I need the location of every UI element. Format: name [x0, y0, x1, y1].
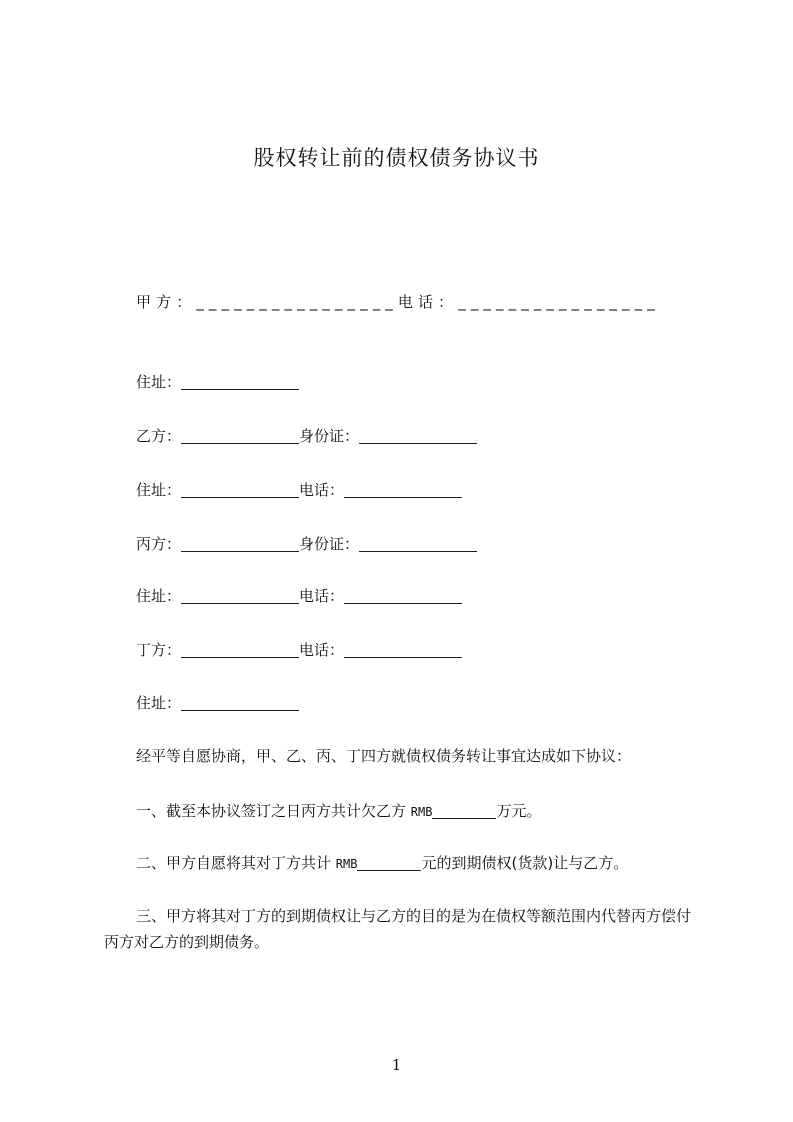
amount-blank[interactable]	[432, 803, 496, 819]
address-label: 住址：	[136, 481, 182, 499]
party-a-label: 甲方：	[136, 293, 197, 311]
currency-label: RMB	[335, 857, 358, 871]
clause-1-suffix: 万元。	[496, 802, 542, 820]
party-b-name-blank[interactable]	[181, 428, 299, 444]
party-b-id-blank[interactable]	[359, 428, 477, 444]
document-title: 股权转让前的债权债务协议书	[253, 146, 540, 170]
party-a-name-blank[interactable]: ________________	[196, 293, 398, 311]
party-b-label: 乙方：	[136, 427, 182, 445]
amount-blank[interactable]	[357, 855, 421, 871]
party-c-line	[136, 533, 477, 554]
party-b-line	[136, 425, 477, 446]
party-c-address-line	[136, 585, 462, 606]
party-a-phone-label: 电话：	[397, 293, 459, 311]
party-d-line	[136, 639, 462, 660]
clause-1	[136, 800, 542, 821]
clause-2-text: 二、甲方自愿将其对丁方共计	[136, 854, 332, 872]
phone-label: 电话：	[299, 587, 345, 605]
page-number: 1	[391, 1056, 402, 1074]
party-a-address-line	[136, 371, 299, 392]
party-d-address-line	[136, 692, 299, 713]
clause-2	[136, 852, 628, 873]
address-blank[interactable]	[181, 482, 299, 498]
phone-label: 电话：	[299, 481, 345, 499]
party-a-phone-blank[interactable]: ________________	[458, 293, 660, 311]
party-c-name-blank[interactable]	[181, 536, 299, 552]
address-blank[interactable]	[181, 374, 299, 390]
party-c-id-blank[interactable]	[359, 536, 477, 552]
intro-paragraph: 经平等自愿协商，甲、乙、丙、丁四方就债权债务转让事宜达成如下协议：	[136, 747, 632, 765]
address-label: 住址：	[136, 694, 182, 712]
address-label: 住址：	[136, 587, 182, 605]
phone-label: 电话：	[299, 641, 345, 659]
id-label: 身份证：	[299, 427, 360, 445]
address-blank[interactable]	[181, 588, 299, 604]
id-label: 身份证：	[299, 535, 360, 553]
clause-2-suffix: 元的到期债权(货款)让与乙方。	[421, 854, 629, 872]
address-label: 住址：	[136, 373, 182, 391]
party-a-line	[136, 291, 660, 312]
phone-blank[interactable]	[344, 482, 462, 498]
clause-3: 三、甲方将其对丁方的到期债权让与乙方的目的是为在债权等额范围内代替丙方偿付丙方对乙方的到期债务。	[104, 907, 692, 951]
party-b-address-line	[136, 479, 462, 500]
address-blank[interactable]	[181, 695, 299, 711]
party-c-label: 丙方：	[136, 535, 182, 553]
phone-blank[interactable]	[344, 588, 462, 604]
party-d-name-blank[interactable]	[181, 642, 299, 658]
party-d-label: 丁方：	[136, 641, 182, 659]
clause-1-text: 一、截至本协议签订之日丙方共计欠乙方	[136, 802, 407, 820]
phone-blank[interactable]	[344, 642, 462, 658]
currency-label: RMB	[410, 805, 433, 819]
